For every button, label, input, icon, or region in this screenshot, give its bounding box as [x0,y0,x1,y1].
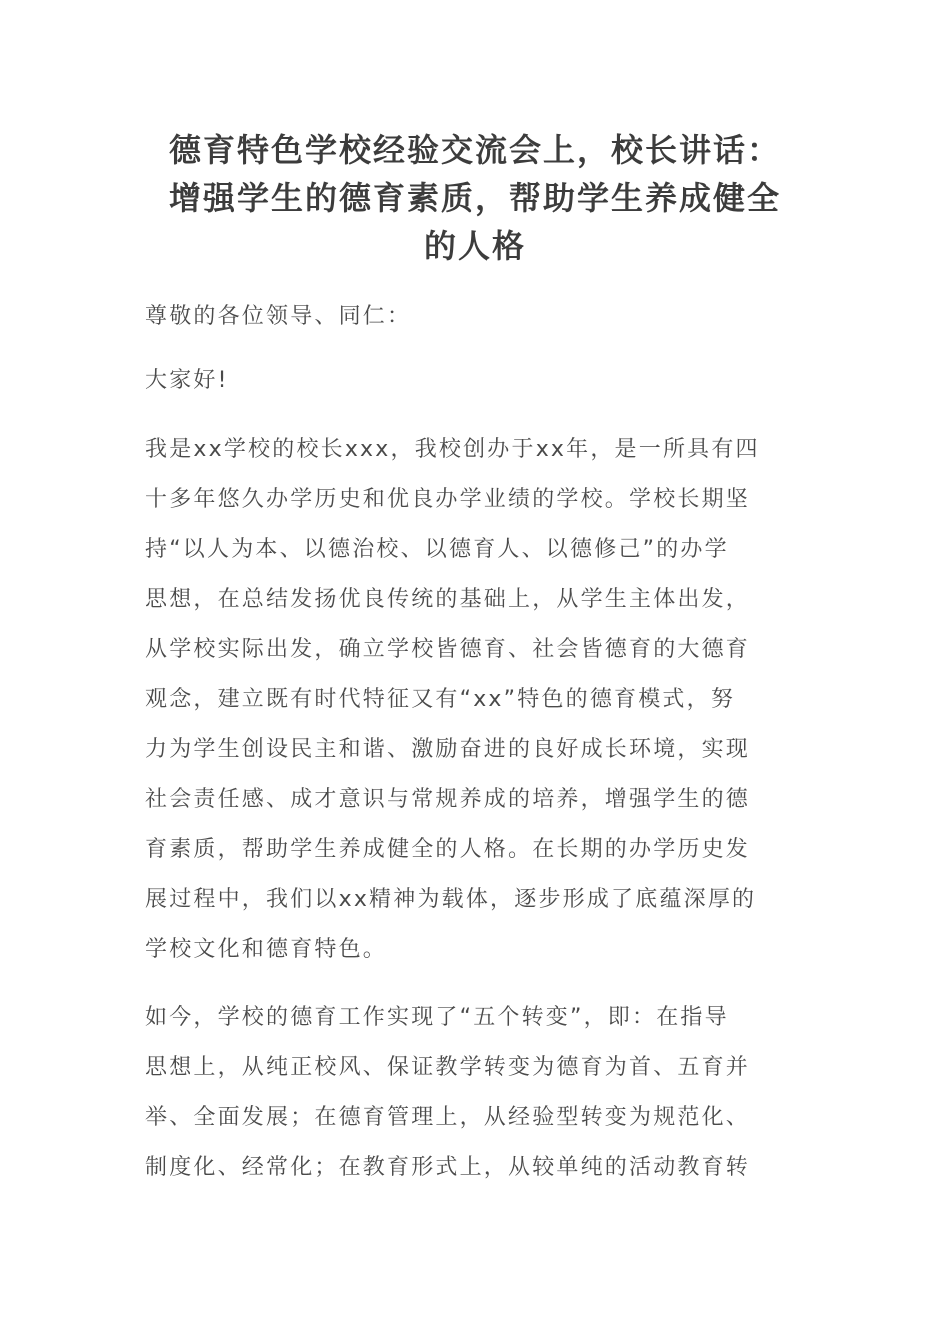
title-line: 德育特色学校经验交流会上，校长讲话： [168,131,781,169]
paragraph-line: 学校文化和德育特色。 [145,937,388,962]
title-line: 增强学生的德育素质，帮助学生养成健全 [168,179,781,217]
paragraph-line: 从学校实际出发，确立学校皆德育、社会皆德育的大德育 [145,637,751,662]
paragraph-line: 社会责任感、成才意识与常规养成的培养，增强学生的德 [145,787,751,812]
title-line: 的人格 [423,227,526,265]
paragraph-line: 制度化、经常化；在教育形式上，从较单纯的活动教育转 [145,1155,751,1180]
paragraph-line: 力为学生创设民主和谐、激励奋进的良好成长环境，实现 [145,737,751,762]
paragraph-line: 思想，在总结发扬优良传统的基础上，从学生主体出发， [145,587,751,612]
greeting-text: 尊敬的各位领导、同仁： [145,304,412,329]
document-title [140,126,810,270]
intro-paragraph [145,425,795,975]
paragraph-line: 我是xx学校的校长xxx，我校创办于xx年，是一所具有四 [145,437,760,462]
paragraph-line: 举、全面发展；在德育管理上，从经验型转变为规范化、 [145,1105,751,1130]
hello-text: 大家好! [145,368,229,393]
paragraph-line: 持“以人为本、以德治校、以德育人、以德修己”的办学 [145,537,729,562]
transformation-paragraph [145,993,795,1193]
greeting-paragraph [145,292,795,342]
paragraph-line: 如今，学校的德育工作实现了“五个转变”，即：在指导 [145,1005,729,1030]
hello-paragraph [145,356,795,406]
paragraph-line: 观念，建立既有时代特征又有“xx”特色的德育模式，努 [145,687,736,712]
paragraph-line: 展过程中，我们以xx精神为载体，逐步形成了底蕴深厚的 [145,887,757,912]
paragraph-line: 十多年悠久办学历史和优良办学业绩的学校。学校长期坚 [145,487,751,512]
paragraph-line: 育素质，帮助学生养成健全的人格。在长期的办学历史发 [145,837,751,862]
paragraph-line: 思想上，从纯正校风、保证教学转变为德育为首、五育并 [145,1055,751,1080]
